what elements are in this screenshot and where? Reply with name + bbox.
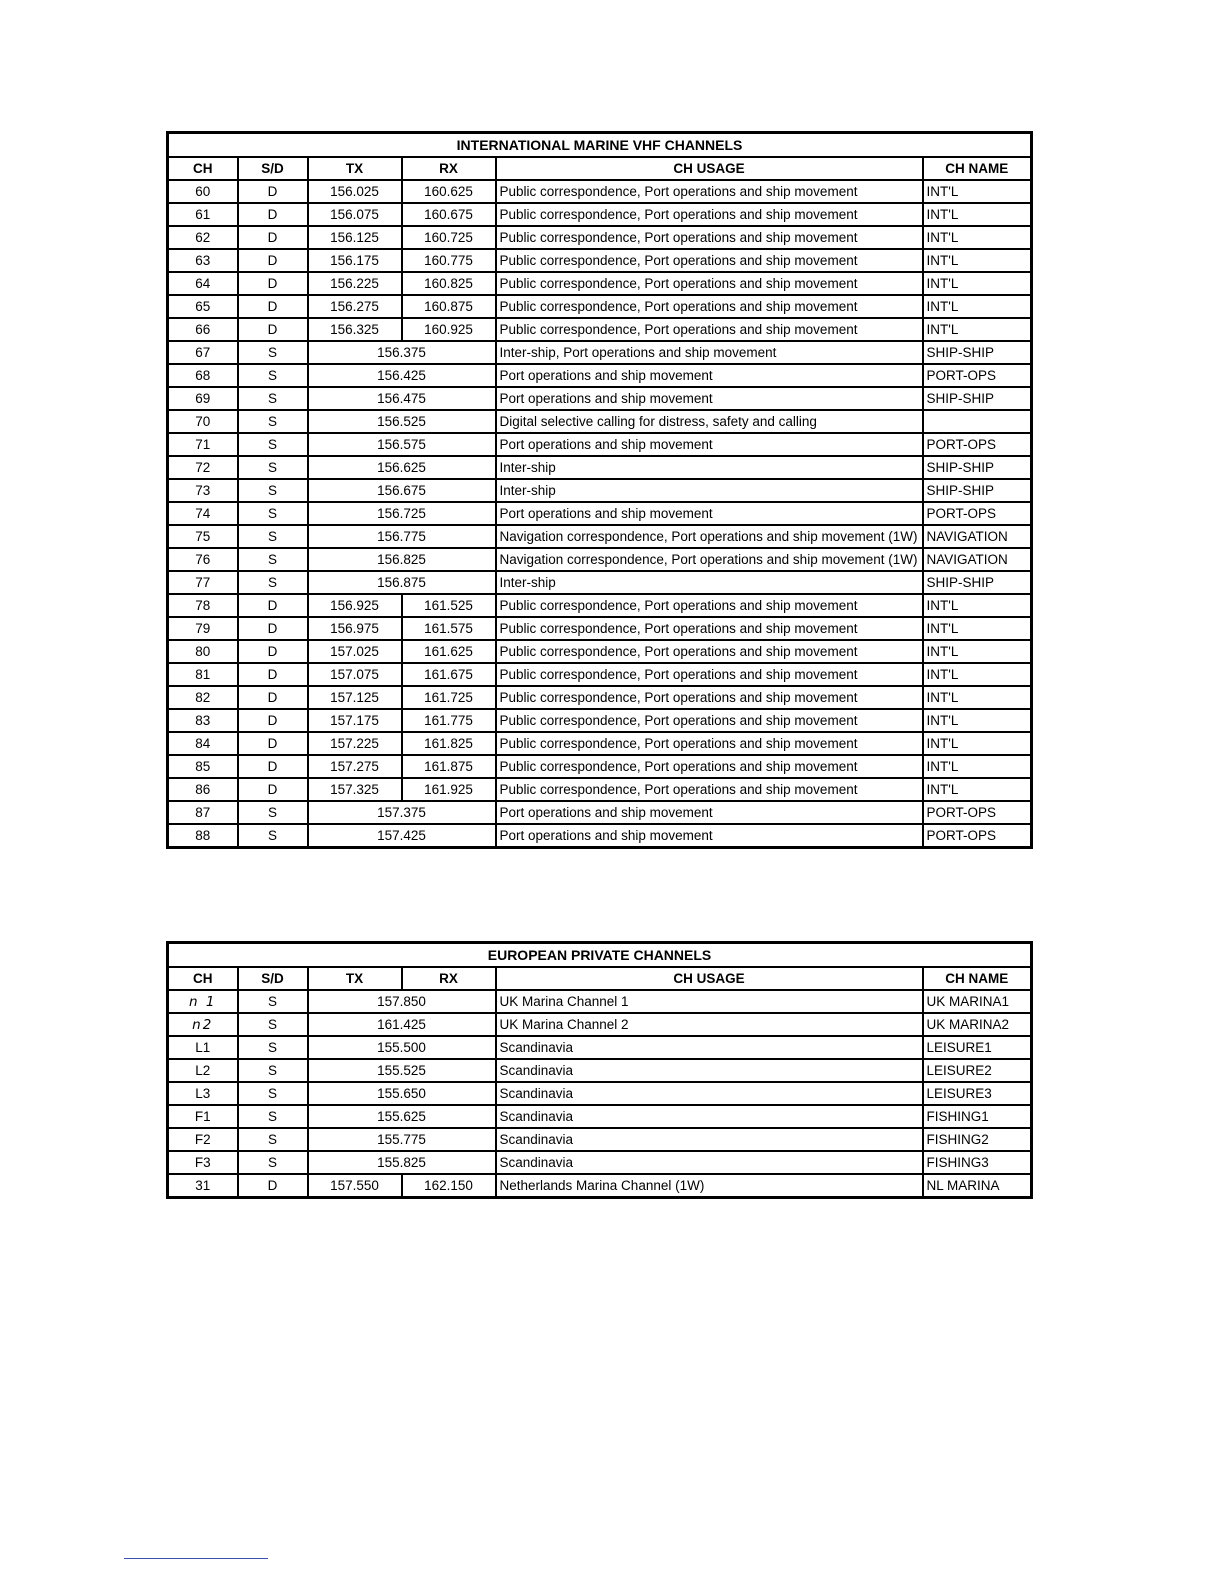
table-row bbox=[168, 479, 1032, 502]
table-row bbox=[168, 778, 1032, 801]
cell-channel-name: PORT-OPS bbox=[923, 502, 1032, 525]
cell-usage: Navigation correspondence, Port operations and ship movement (1W) bbox=[496, 525, 923, 548]
cell-usage: Public correspondence, Port operations and ship movement bbox=[496, 249, 923, 272]
cell-channel: F3 bbox=[168, 1151, 238, 1174]
cell-rx: 161.625 bbox=[402, 640, 496, 663]
cell-simplex-duplex: S bbox=[238, 1059, 308, 1082]
cell-simplex-duplex: D bbox=[238, 249, 308, 272]
cell-channel-name: FISHING1 bbox=[923, 1105, 1032, 1128]
cell-channel: 65 bbox=[168, 295, 238, 318]
cell-frequency: 156.575 bbox=[308, 433, 496, 456]
cell-usage: Public correspondence, Port operations and ship movement bbox=[496, 318, 923, 341]
cell-channel-name: PORT-OPS bbox=[923, 433, 1032, 456]
table-row bbox=[168, 387, 1032, 410]
cell-channel-name: NAVIGATION bbox=[923, 548, 1032, 571]
cell-tx: 157.075 bbox=[308, 663, 402, 686]
cell-channel: 63 bbox=[168, 249, 238, 272]
cell-channel: 88 bbox=[168, 824, 238, 848]
table-row bbox=[168, 525, 1032, 548]
cell-usage: Public correspondence, Port operations and ship movement bbox=[496, 617, 923, 640]
cell-frequency: 156.875 bbox=[308, 571, 496, 594]
table-row bbox=[168, 410, 1032, 433]
table-row bbox=[168, 732, 1032, 755]
table-row bbox=[168, 1128, 1032, 1151]
cell-usage: Inter-ship bbox=[496, 456, 923, 479]
cell-frequency: 157.375 bbox=[308, 801, 496, 824]
cell-channel-name: LEISURE1 bbox=[923, 1036, 1032, 1059]
cell-frequency: 156.425 bbox=[308, 364, 496, 387]
cell-channel: 71 bbox=[168, 433, 238, 456]
cell-simplex-duplex: D bbox=[238, 663, 308, 686]
cell-channel: 69 bbox=[168, 387, 238, 410]
cell-channel-name: SHIP-SHIP bbox=[923, 479, 1032, 502]
col-header-name: CH NAME bbox=[923, 157, 1032, 180]
table-row bbox=[168, 640, 1032, 663]
cell-simplex-duplex: D bbox=[238, 180, 308, 203]
cell-frequency: 155.525 bbox=[308, 1059, 496, 1082]
cell-channel: 86 bbox=[168, 778, 238, 801]
col-header-ch: CH bbox=[168, 157, 238, 180]
cell-channel: 31 bbox=[168, 1174, 238, 1198]
cell-channel: L2 bbox=[168, 1059, 238, 1082]
table-row bbox=[168, 295, 1032, 318]
cell-usage: Public correspondence, Port operations and ship movement bbox=[496, 180, 923, 203]
cell-channel: 84 bbox=[168, 732, 238, 755]
table-row bbox=[168, 686, 1032, 709]
cell-rx: 160.625 bbox=[402, 180, 496, 203]
cell-tx: 156.125 bbox=[308, 226, 402, 249]
cell-channel-name: INT'L bbox=[923, 594, 1032, 617]
cell-channel: 74 bbox=[168, 502, 238, 525]
cell-frequency: 156.675 bbox=[308, 479, 496, 502]
cell-simplex-duplex: D bbox=[238, 295, 308, 318]
cell-simplex-duplex: S bbox=[238, 1128, 308, 1151]
footer-rule bbox=[124, 1558, 268, 1559]
cell-simplex-duplex: D bbox=[238, 594, 308, 617]
table-row bbox=[168, 1082, 1032, 1105]
cell-tx: 157.125 bbox=[308, 686, 402, 709]
cell-usage: Scandinavia bbox=[496, 1105, 923, 1128]
cell-frequency: 155.650 bbox=[308, 1082, 496, 1105]
cell-frequency: 156.475 bbox=[308, 387, 496, 410]
cell-channel: 68 bbox=[168, 364, 238, 387]
cell-simplex-duplex: S bbox=[238, 387, 308, 410]
cell-channel: 61 bbox=[168, 203, 238, 226]
cell-simplex-duplex: S bbox=[238, 1082, 308, 1105]
cell-tx: 157.025 bbox=[308, 640, 402, 663]
cell-tx: 156.075 bbox=[308, 203, 402, 226]
table-row bbox=[168, 824, 1032, 848]
cell-channel-name: INT'L bbox=[923, 686, 1032, 709]
cell-simplex-duplex: S bbox=[238, 1013, 308, 1036]
col-header-sd: S/D bbox=[238, 157, 308, 180]
col-header-tx: TX bbox=[308, 967, 402, 990]
cell-usage: Public correspondence, Port operations and ship movement bbox=[496, 778, 923, 801]
cell-simplex-duplex: D bbox=[238, 709, 308, 732]
cell-frequency: 155.625 bbox=[308, 1105, 496, 1128]
cell-channel-name bbox=[923, 410, 1032, 433]
cell-channel-name: INT'L bbox=[923, 272, 1032, 295]
cell-frequency: 157.850 bbox=[308, 990, 496, 1013]
cell-tx: 157.275 bbox=[308, 755, 402, 778]
cell-channel-name: LEISURE3 bbox=[923, 1082, 1032, 1105]
cell-channel: 76 bbox=[168, 548, 238, 571]
cell-simplex-duplex: S bbox=[238, 341, 308, 364]
cell-simplex-duplex: S bbox=[238, 824, 308, 848]
cell-simplex-duplex: S bbox=[238, 433, 308, 456]
cell-simplex-duplex: S bbox=[238, 1105, 308, 1128]
cell-channel: 82 bbox=[168, 686, 238, 709]
cell-channel-name: INT'L bbox=[923, 663, 1032, 686]
cell-channel-name: INT'L bbox=[923, 778, 1032, 801]
cell-simplex-duplex: D bbox=[238, 778, 308, 801]
col-header-rx: RX bbox=[402, 967, 496, 990]
cell-tx: 156.275 bbox=[308, 295, 402, 318]
cell-simplex-duplex: S bbox=[238, 456, 308, 479]
table-row bbox=[168, 341, 1032, 364]
cell-usage: Public correspondence, Port operations and ship movement bbox=[496, 226, 923, 249]
table-row bbox=[168, 203, 1032, 226]
cell-channel: F1 bbox=[168, 1105, 238, 1128]
table-row bbox=[168, 1174, 1032, 1198]
cell-usage: Inter-ship, Port operations and ship movement bbox=[496, 341, 923, 364]
cell-simplex-duplex: D bbox=[238, 203, 308, 226]
cell-channel: 77 bbox=[168, 571, 238, 594]
cell-usage: Port operations and ship movement bbox=[496, 364, 923, 387]
cell-usage: Digital selective calling for distress, safety and calling bbox=[496, 410, 923, 433]
cell-simplex-duplex: D bbox=[238, 732, 308, 755]
table-row bbox=[168, 226, 1032, 249]
cell-channel: n2 bbox=[168, 1013, 238, 1036]
cell-channel-name: LEISURE2 bbox=[923, 1059, 1032, 1082]
col-header-usage: CH USAGE bbox=[496, 967, 923, 990]
cell-simplex-duplex: D bbox=[238, 272, 308, 295]
cell-channel: L1 bbox=[168, 1036, 238, 1059]
cell-rx: 161.575 bbox=[402, 617, 496, 640]
cell-channel: 66 bbox=[168, 318, 238, 341]
cell-channel-name: INT'L bbox=[923, 295, 1032, 318]
cell-simplex-duplex: S bbox=[238, 1036, 308, 1059]
cell-frequency: 155.775 bbox=[308, 1128, 496, 1151]
col-header-usage: CH USAGE bbox=[496, 157, 923, 180]
table-row bbox=[168, 1151, 1032, 1174]
cell-usage: Scandinavia bbox=[496, 1036, 923, 1059]
table-row bbox=[168, 433, 1032, 456]
cell-usage: Public correspondence, Port operations and ship movement bbox=[496, 594, 923, 617]
cell-rx: 160.675 bbox=[402, 203, 496, 226]
cell-rx: 161.675 bbox=[402, 663, 496, 686]
cell-usage: Public correspondence, Port operations and ship movement bbox=[496, 295, 923, 318]
table-row bbox=[168, 1013, 1032, 1036]
table-row bbox=[168, 709, 1032, 732]
cell-usage: Scandinavia bbox=[496, 1151, 923, 1174]
table-row bbox=[168, 1036, 1032, 1059]
cell-frequency: 161.425 bbox=[308, 1013, 496, 1036]
cell-usage: UK Marina Channel 1 bbox=[496, 990, 923, 1013]
cell-channel-name: SHIP-SHIP bbox=[923, 571, 1032, 594]
table-row bbox=[168, 318, 1032, 341]
cell-channel: 80 bbox=[168, 640, 238, 663]
table-row bbox=[168, 663, 1032, 686]
cell-frequency: 156.525 bbox=[308, 410, 496, 433]
cell-tx: 156.975 bbox=[308, 617, 402, 640]
cell-channel: 67 bbox=[168, 341, 238, 364]
cell-channel: F2 bbox=[168, 1128, 238, 1151]
cell-channel-name: SHIP-SHIP bbox=[923, 456, 1032, 479]
cell-frequency: 156.725 bbox=[308, 502, 496, 525]
col-header-tx: TX bbox=[308, 157, 402, 180]
cell-channel-name: INT'L bbox=[923, 709, 1032, 732]
cell-usage: Public correspondence, Port operations and ship movement bbox=[496, 640, 923, 663]
cell-usage: Netherlands Marina Channel (1W) bbox=[496, 1174, 923, 1198]
cell-usage: Inter-ship bbox=[496, 571, 923, 594]
cell-rx: 161.775 bbox=[402, 709, 496, 732]
cell-simplex-duplex: D bbox=[238, 617, 308, 640]
cell-usage: Public correspondence, Port operations and ship movement bbox=[496, 686, 923, 709]
cell-tx: 156.925 bbox=[308, 594, 402, 617]
cell-simplex-duplex: S bbox=[238, 548, 308, 571]
cell-usage: Scandinavia bbox=[496, 1082, 923, 1105]
cell-rx: 161.725 bbox=[402, 686, 496, 709]
cell-usage: Navigation correspondence, Port operations and ship movement (1W) bbox=[496, 548, 923, 571]
table-row bbox=[168, 617, 1032, 640]
col-header-sd: S/D bbox=[238, 967, 308, 990]
cell-channel-name: UK MARINA1 bbox=[923, 990, 1032, 1013]
cell-channel: 62 bbox=[168, 226, 238, 249]
cell-channel: 79 bbox=[168, 617, 238, 640]
cell-channel-name: FISHING2 bbox=[923, 1128, 1032, 1151]
cell-simplex-duplex: S bbox=[238, 410, 308, 433]
table-row bbox=[168, 801, 1032, 824]
table-row bbox=[168, 364, 1032, 387]
cell-channel-name: PORT-OPS bbox=[923, 364, 1032, 387]
cell-frequency: 156.375 bbox=[308, 341, 496, 364]
cell-channel-name: INT'L bbox=[923, 617, 1032, 640]
cell-usage: Port operations and ship movement bbox=[496, 824, 923, 848]
cell-rx: 160.825 bbox=[402, 272, 496, 295]
cell-simplex-duplex: S bbox=[238, 502, 308, 525]
cell-usage: Scandinavia bbox=[496, 1059, 923, 1082]
cell-simplex-duplex: S bbox=[238, 364, 308, 387]
cell-usage: Port operations and ship movement bbox=[496, 801, 923, 824]
cell-rx: 161.875 bbox=[402, 755, 496, 778]
cell-frequency: 157.425 bbox=[308, 824, 496, 848]
cell-channel-name: FISHING3 bbox=[923, 1151, 1032, 1174]
cell-channel: 64 bbox=[168, 272, 238, 295]
european-private-channels-table bbox=[166, 941, 1033, 1199]
cell-channel-name: INT'L bbox=[923, 226, 1032, 249]
cell-simplex-duplex: D bbox=[238, 686, 308, 709]
cell-channel: 73 bbox=[168, 479, 238, 502]
cell-tx: 157.175 bbox=[308, 709, 402, 732]
table-row bbox=[168, 594, 1032, 617]
cell-channel: 87 bbox=[168, 801, 238, 824]
cell-channel-name: NAVIGATION bbox=[923, 525, 1032, 548]
cell-usage: Port operations and ship movement bbox=[496, 502, 923, 525]
cell-channel-name: UK MARINA2 bbox=[923, 1013, 1032, 1036]
cell-usage: Port operations and ship movement bbox=[496, 433, 923, 456]
cell-channel: 78 bbox=[168, 594, 238, 617]
cell-simplex-duplex: D bbox=[238, 1174, 308, 1198]
cell-simplex-duplex: D bbox=[238, 318, 308, 341]
cell-tx: 157.225 bbox=[308, 732, 402, 755]
cell-rx: 161.825 bbox=[402, 732, 496, 755]
cell-channel: n 1 bbox=[168, 990, 238, 1013]
table-title: INTERNATIONAL MARINE VHF CHANNELS bbox=[168, 133, 1032, 158]
cell-usage: Public correspondence, Port operations and ship movement bbox=[496, 203, 923, 226]
cell-channel-name: SHIP-SHIP bbox=[923, 387, 1032, 410]
cell-rx: 160.925 bbox=[402, 318, 496, 341]
cell-channel: 83 bbox=[168, 709, 238, 732]
cell-usage: Public correspondence, Port operations and ship movement bbox=[496, 709, 923, 732]
cell-tx: 156.325 bbox=[308, 318, 402, 341]
cell-channel-name: SHIP-SHIP bbox=[923, 341, 1032, 364]
cell-frequency: 155.825 bbox=[308, 1151, 496, 1174]
cell-tx: 156.225 bbox=[308, 272, 402, 295]
cell-rx: 160.875 bbox=[402, 295, 496, 318]
cell-rx: 161.525 bbox=[402, 594, 496, 617]
cell-channel: 72 bbox=[168, 456, 238, 479]
cell-channel-name: INT'L bbox=[923, 640, 1032, 663]
cell-usage: Port operations and ship movement bbox=[496, 387, 923, 410]
col-header-name: CH NAME bbox=[923, 967, 1032, 990]
cell-tx: 156.175 bbox=[308, 249, 402, 272]
table-row bbox=[168, 1059, 1032, 1082]
cell-channel: 70 bbox=[168, 410, 238, 433]
cell-frequency: 156.825 bbox=[308, 548, 496, 571]
cell-channel-name: INT'L bbox=[923, 249, 1032, 272]
cell-channel-name: INT'L bbox=[923, 180, 1032, 203]
cell-channel-name: INT'L bbox=[923, 732, 1032, 755]
cell-simplex-duplex: S bbox=[238, 479, 308, 502]
cell-simplex-duplex: D bbox=[238, 226, 308, 249]
table-row bbox=[168, 990, 1032, 1013]
cell-usage: UK Marina Channel 2 bbox=[496, 1013, 923, 1036]
cell-channel-name: NL MARINA bbox=[923, 1174, 1032, 1198]
cell-channel: L3 bbox=[168, 1082, 238, 1105]
cell-usage: Scandinavia bbox=[496, 1128, 923, 1151]
cell-simplex-duplex: S bbox=[238, 801, 308, 824]
cell-channel-name: PORT-OPS bbox=[923, 824, 1032, 848]
table-row bbox=[168, 1105, 1032, 1128]
cell-channel: 75 bbox=[168, 525, 238, 548]
cell-channel: 81 bbox=[168, 663, 238, 686]
cell-usage: Public correspondence, Port operations and ship movement bbox=[496, 755, 923, 778]
cell-simplex-duplex: S bbox=[238, 1151, 308, 1174]
cell-usage: Public correspondence, Port operations and ship movement bbox=[496, 272, 923, 295]
table-title: EUROPEAN PRIVATE CHANNELS bbox=[168, 943, 1032, 968]
cell-usage: Inter-ship bbox=[496, 479, 923, 502]
cell-simplex-duplex: S bbox=[238, 525, 308, 548]
cell-channel: 85 bbox=[168, 755, 238, 778]
cell-channel-name: PORT-OPS bbox=[923, 801, 1032, 824]
table-row bbox=[168, 502, 1032, 525]
cell-simplex-duplex: D bbox=[238, 640, 308, 663]
cell-simplex-duplex: D bbox=[238, 755, 308, 778]
table-row bbox=[168, 548, 1032, 571]
cell-frequency: 156.775 bbox=[308, 525, 496, 548]
cell-rx: 161.925 bbox=[402, 778, 496, 801]
cell-tx: 156.025 bbox=[308, 180, 402, 203]
table-row bbox=[168, 456, 1032, 479]
table-row bbox=[168, 249, 1032, 272]
cell-channel-name: INT'L bbox=[923, 318, 1032, 341]
cell-channel: 60 bbox=[168, 180, 238, 203]
cell-usage: Public correspondence, Port operations and ship movement bbox=[496, 732, 923, 755]
cell-rx: 162.150 bbox=[402, 1174, 496, 1198]
cell-tx: 157.550 bbox=[308, 1174, 402, 1198]
cell-frequency: 156.625 bbox=[308, 456, 496, 479]
table-row bbox=[168, 755, 1032, 778]
cell-frequency: 155.500 bbox=[308, 1036, 496, 1059]
cell-simplex-duplex: S bbox=[238, 990, 308, 1013]
cell-usage: Public correspondence, Port operations and ship movement bbox=[496, 663, 923, 686]
table-row bbox=[168, 272, 1032, 295]
cell-simplex-duplex: S bbox=[238, 571, 308, 594]
cell-channel-name: INT'L bbox=[923, 755, 1032, 778]
cell-channel-name: INT'L bbox=[923, 203, 1032, 226]
col-header-ch: CH bbox=[168, 967, 238, 990]
cell-rx: 160.725 bbox=[402, 226, 496, 249]
cell-rx: 160.775 bbox=[402, 249, 496, 272]
col-header-rx: RX bbox=[402, 157, 496, 180]
table-row bbox=[168, 180, 1032, 203]
cell-tx: 157.325 bbox=[308, 778, 402, 801]
intl-vhf-channels-table bbox=[166, 131, 1033, 849]
table-row bbox=[168, 571, 1032, 594]
